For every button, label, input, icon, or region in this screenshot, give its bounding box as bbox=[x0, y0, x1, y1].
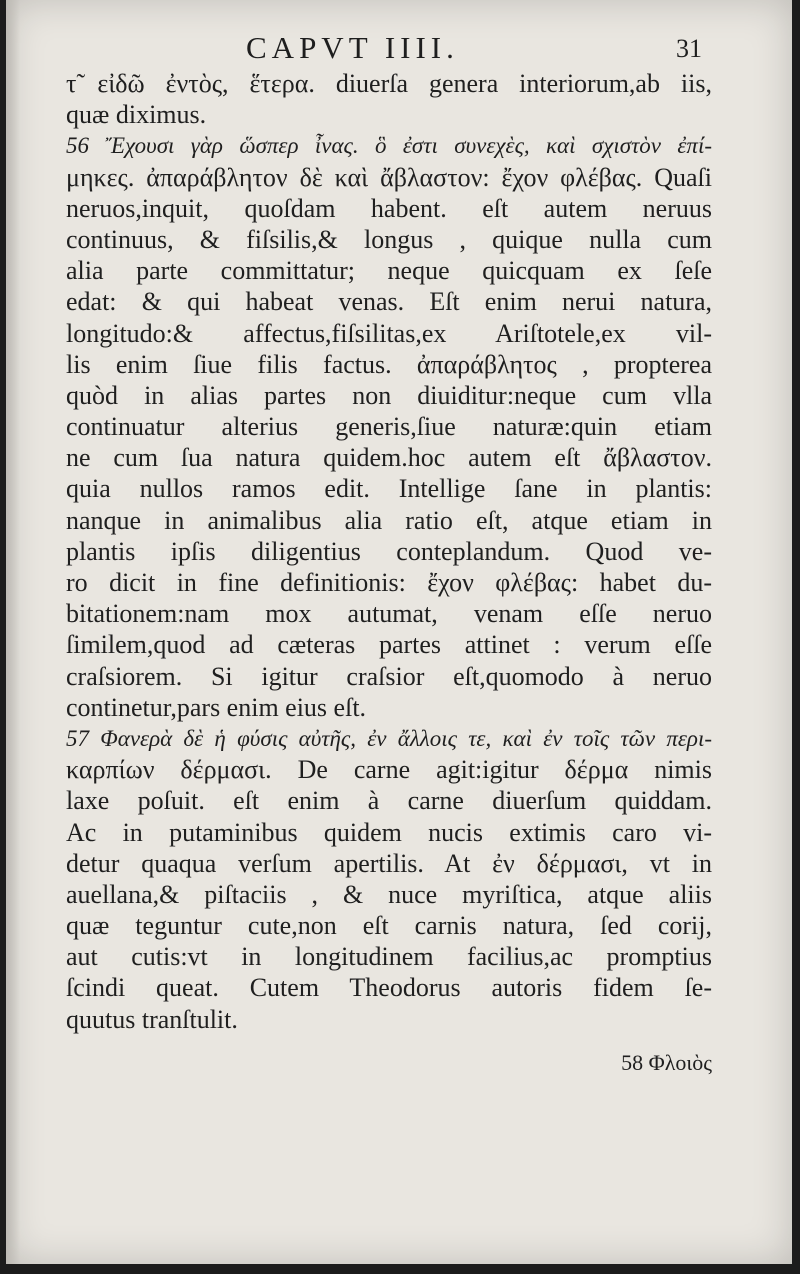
text-line: quæ teguntur cute,non eſt carnis natura, ſed corij, bbox=[66, 911, 712, 941]
text-line: plantis ipſis diligentius conteplandum. Quod ve- bbox=[66, 536, 712, 566]
text-line: ſimilem,quod ad cæteras partes attinet : verum eſſe bbox=[66, 630, 712, 660]
text-line: lis enim ſiue filis factus. ἀπαράβλητος , propterea bbox=[66, 349, 712, 379]
catchword: 58 Φλοιὸς bbox=[621, 1049, 712, 1075]
running-head: CAPVT IIII. bbox=[246, 30, 459, 65]
text-line: καρπίων δέρμασι. De carne agit:igitur δέρμα nimis bbox=[66, 755, 712, 785]
text-line: μηκες. ἀπαράβλητον δὲ καὶ ἄβλαστον: ἔχον φλέβας. Quaſi bbox=[66, 162, 712, 192]
text-line: edat: & qui habeat venas. Eſt enim nerui natura, bbox=[66, 287, 712, 317]
text-line: laxe poſuit. eſt enim à carne diuerſum quiddam. bbox=[66, 786, 712, 816]
text-line: 57 Φανερὰ δὲ ἡ φύσις αὐτῆς, ἐν ἄλλοις τε, καὶ ἐν τοῖς τῶν περι- bbox=[66, 725, 712, 751]
text-line: alia parte committatur; neque quicquam ex ſeſe bbox=[66, 256, 712, 286]
book-page bbox=[6, 0, 792, 1264]
text-line: continuatur alterius generis,ſiue naturæ:quin etiam bbox=[66, 412, 712, 442]
text-line: ro dicit in fine definitionis: ἔχον φλέβας: habet du- bbox=[66, 568, 712, 597]
text-line: quutus tranſtulit. bbox=[66, 1004, 238, 1034]
text-line: detur quaqua verſum apertilis. At ἐν δέρμασι, vt in bbox=[66, 848, 712, 878]
text-line: nanque in animalibus alia ratio eſt, atque etiam in bbox=[66, 505, 712, 535]
text-line: quæ diximus. bbox=[66, 100, 207, 130]
text-line: ne cum ſua natura quidem.hoc autem eſt ἄβλαστον. bbox=[66, 443, 712, 473]
text-line: continuus, & fiſsilis,& longus , quique nulla cum bbox=[66, 224, 712, 254]
text-line: ſcindi queat. Cutem Theodorus autoris fidem ſe- bbox=[66, 973, 712, 1003]
text-line: longitudo:& affectus,fiſsilitas,ex Ariſtotele,ex vil- bbox=[66, 318, 712, 348]
text-line: neruos,inquit, quoſdam habent. eſt autem neruus bbox=[66, 193, 712, 223]
text-line: 56 Ἔχουσι γὰρ ὥσπερ ἶνας. ὃ ἐστι συνεχὲς, καὶ σχιστὸν ἐπί- bbox=[66, 133, 712, 159]
text-line: quia nullos ramos edit. Intellige ſane in plantis: bbox=[66, 474, 712, 504]
page-number: 31 bbox=[676, 34, 702, 63]
text-line: craſsiorem. Si igitur craſsior eſt,quomodo à neruo bbox=[66, 661, 712, 691]
text-line: aut cutis:vt in longitudinem facilius,ac promptius bbox=[66, 942, 712, 972]
text-line: quòd in alias partes non diuiditur:neque cum vlla bbox=[66, 380, 712, 410]
text-line: auellana,& piſtaciis , & nuce myriſtica, atque aliis bbox=[66, 879, 712, 909]
text-line: τ̃ εἰδῶ ἐντὸς, ἕτερα. diuerſa genera interiorum,ab iis, bbox=[66, 69, 712, 98]
text-line: bitationem:nam mox autumat, venam eſſe neruo bbox=[66, 599, 712, 629]
text-line: Ac in putaminibus quidem nucis extimis caro vi- bbox=[66, 817, 712, 847]
text-line: continetur,pars enim eius eſt. bbox=[66, 692, 367, 722]
page-header bbox=[6, 26, 792, 66]
body-text bbox=[66, 68, 712, 1078]
